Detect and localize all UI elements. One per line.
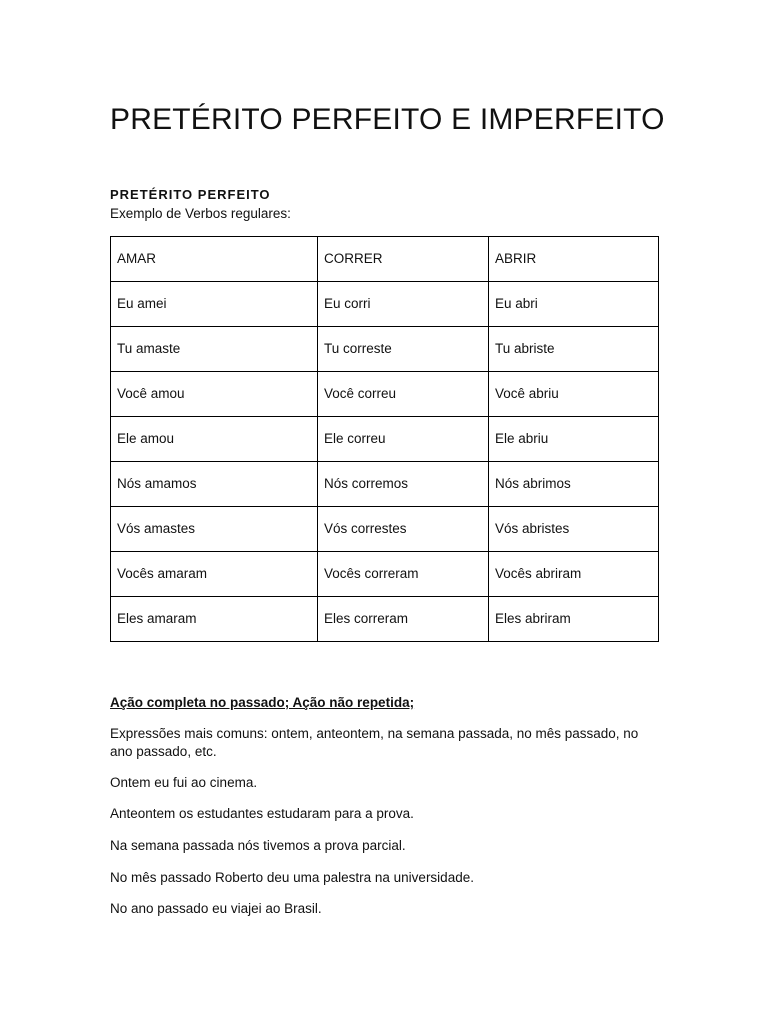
- table-cell: Ele amou: [111, 417, 318, 462]
- table-row: [111, 417, 659, 462]
- example-sentence: Anteontem os estudantes estudaram para a prova.: [110, 806, 414, 821]
- document-title: PRETÉRITO PERFEITO E IMPERFEITO: [110, 103, 665, 136]
- table-cell: Vocês correram: [318, 552, 489, 597]
- table-cell: Você amou: [111, 372, 318, 417]
- table-cell: Tu correste: [318, 327, 489, 372]
- table-cell: Nós corremos: [318, 462, 489, 507]
- table-row: [111, 372, 659, 417]
- table-cell: Eu corri: [318, 282, 489, 327]
- table-header-cell: CORRER: [318, 237, 489, 282]
- conjugation-table: [110, 236, 659, 642]
- table-cell: Eles correram: [318, 597, 489, 642]
- table-cell: Eles abriram: [489, 597, 659, 642]
- table-header-row: [111, 237, 659, 282]
- table-row: [111, 282, 659, 327]
- table-header-cell: ABRIR: [489, 237, 659, 282]
- table-row: [111, 597, 659, 642]
- table-row: [111, 462, 659, 507]
- table-cell: Ele correu: [318, 417, 489, 462]
- table-row: [111, 327, 659, 372]
- table-cell: Eu amei: [111, 282, 318, 327]
- table-cell: Vocês amaram: [111, 552, 318, 597]
- table-cell: Eu abri: [489, 282, 659, 327]
- table-cell: Vós correstes: [318, 507, 489, 552]
- table-cell: Vós amastes: [111, 507, 318, 552]
- table-row: [111, 507, 659, 552]
- table-cell: Vós abristes: [489, 507, 659, 552]
- table-cell: Você abriu: [489, 372, 659, 417]
- table-cell: Você correu: [318, 372, 489, 417]
- expressions-paragraph: Expressões mais comuns: ontem, anteontem, na semana passada, no mês passado, no ano passado, etc.: [110, 726, 639, 759]
- example-sentence: No ano passado eu viajei ao Brasil.: [110, 901, 322, 916]
- table-cell: Nós amamos: [111, 462, 318, 507]
- section-heading: PRETÉRITO PERFEITO: [110, 187, 271, 202]
- example-sentence: Ontem eu fui ao cinema.: [110, 775, 258, 790]
- table-cell: Eles amaram: [111, 597, 318, 642]
- table-cell: Ele abriu: [489, 417, 659, 462]
- section-subtitle: Exemplo de Verbos regulares:: [110, 206, 291, 221]
- table-row: [111, 552, 659, 597]
- table-cell: Tu amaste: [111, 327, 318, 372]
- table-cell: Tu abriste: [489, 327, 659, 372]
- table-cell: Nós abrimos: [489, 462, 659, 507]
- usage-note: Ação completa no passado; Ação não repetida;: [110, 695, 415, 710]
- example-sentence: Na semana passada nós tivemos a prova parcial.: [110, 838, 406, 853]
- table-header-cell: AMAR: [111, 237, 318, 282]
- example-sentence: No mês passado Roberto deu uma palestra na universidade.: [110, 870, 474, 885]
- table-cell: Vocês abriram: [489, 552, 659, 597]
